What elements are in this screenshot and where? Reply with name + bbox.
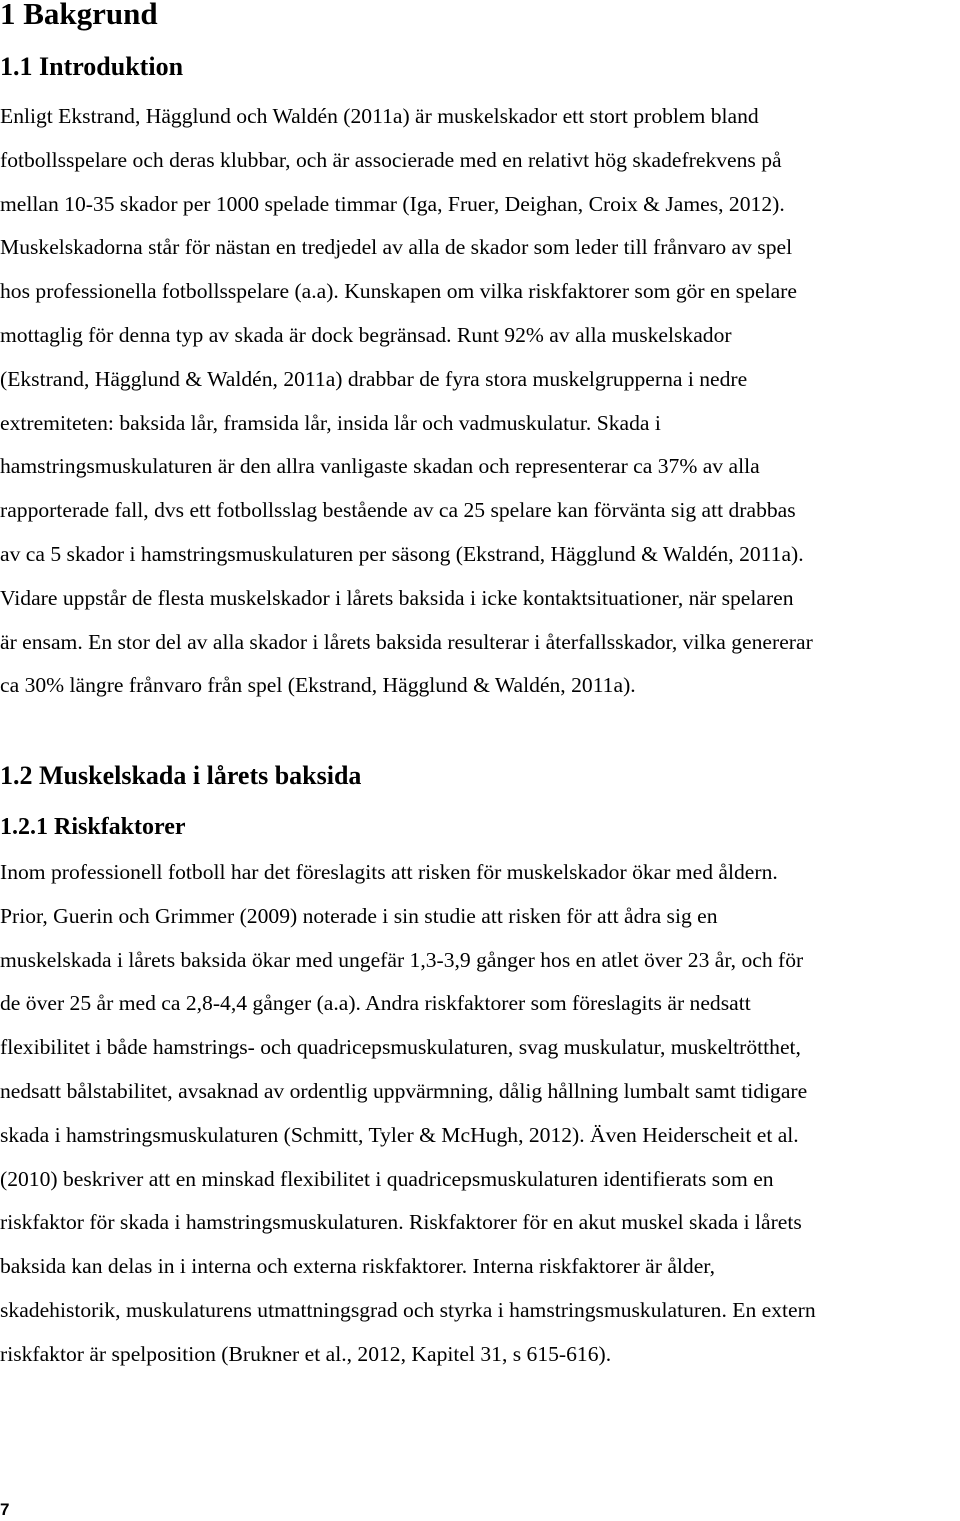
section-heading-muskelskada: 1.2 Muskelskada i lårets baksida xyxy=(0,761,362,790)
text-line: hos professionella fotbollsspelare (a.a). Kunskapen om vilka riskfaktorer som gör en spelare xyxy=(0,279,797,304)
text-line: av ca 5 skador i hamstringsmuskulaturen per säsong (Ekstrand, Hägglund & Waldén, 2011a). xyxy=(0,541,804,566)
section-heading-introduktion: 1.1 Introduktion xyxy=(0,52,184,81)
text-line: är ensam. En stor del av alla skador i lårets baksida resulterar i återfallsskador, vilka genererar xyxy=(0,629,813,654)
text-line: riskfaktor för skada i hamstringsmuskulaturen. Riskfaktorer för en akut muskel skada i lårets xyxy=(0,1210,802,1235)
text-line: flexibilitet i både hamstrings- och quadricepsmuskulaturen, svag muskulatur, muskeltrötthet, xyxy=(0,1035,801,1060)
introduction-paragraph xyxy=(0,95,960,708)
chapter-heading: 1 Bakgrund xyxy=(0,0,158,31)
text-line: ca 30% längre frånvaro från spel (Ekstrand, Hägglund & Waldén, 2011a). xyxy=(0,673,636,698)
text-line: Muskelskadorna står för nästan en tredjedel av alla de skador som leder till frånvaro av spel xyxy=(0,235,793,260)
text-line: baksida kan delas in i interna och externa riskfaktorer. Interna riskfaktorer är ålder, xyxy=(0,1254,716,1279)
text-line: (2010) beskriver att en minskad flexibilitet i quadricepsmuskulaturen identifierats som en xyxy=(0,1166,774,1191)
text-line: fotbollsspelare och deras klubbar, och är associerade med en relativt hög skadefrekvens på xyxy=(0,147,782,172)
subsection-heading-riskfaktorer: 1.2.1 Riskfaktorer xyxy=(0,814,186,840)
text-line: (Ekstrand, Hägglund & Waldén, 2011a) drabbar de fyra stora muskelgrupperna i nedre xyxy=(0,366,748,391)
text-line: mellan 10-35 skador per 1000 spelade timmar (Iga, Fruer, Deighan, Croix & James, 2012). xyxy=(0,191,785,216)
text-line: riskfaktor är spelposition (Brukner et al., 2012, Kapitel 31, s 615-616). xyxy=(0,1341,612,1366)
text-line: Vidare uppstår de flesta muskelskador i lårets baksida i icke kontaktsituationer, när spelaren xyxy=(0,585,794,610)
riskfaktorer-paragraph xyxy=(0,851,960,1377)
text-line: nedsatt bålstabilitet, avsaknad av ordentlig uppvärmning, dålig hållning lumbalt samt tidigare xyxy=(0,1078,808,1103)
text-line: skadehistorik, muskulaturens utmattningsgrad och styrka i hamstringsmuskulaturen. En extern xyxy=(0,1297,816,1322)
text-line: Prior, Guerin och Grimmer (2009) noterade i sin studie att risken för att ådra sig en xyxy=(0,903,718,928)
text-line: extremiteten: baksida lår, framsida lår, insida lår och vadmuskulatur. Skada i xyxy=(0,410,661,435)
text-line: de över 25 år med ca 2,8-4,4 gånger (a.a). Andra riskfaktorer som föreslagits är nedsatt xyxy=(0,991,751,1016)
text-line: rapporterade fall, dvs ett fotbollsslag bestående av ca 25 spelare kan förvänta sig att drabbas xyxy=(0,498,796,523)
text-line: mottaglig för denna typ av skada är dock begränsad. Runt 92% av alla muskelskador xyxy=(0,322,732,347)
text-line: skada i hamstringsmuskulaturen (Schmitt, Tyler & McHugh, 2012). Även Heiderscheit et al. xyxy=(0,1122,799,1147)
text-line: Inom professionell fotboll har det föreslagits att risken för muskelskador ökar med åldern. xyxy=(0,860,778,884)
text-line: hamstringsmuskulaturen är den allra vanligaste skadan och representerar ca 37% av alla xyxy=(0,454,760,479)
text-line: Enligt Ekstrand, Hägglund och Waldén (2011a) är muskelskador ett stort problem bland xyxy=(0,104,759,128)
page-number: 7 xyxy=(0,1500,10,1519)
text-line: muskelskada i lårets baksida ökar med ungefär 1,3-3,9 gånger hos en atlet över 23 år, och för xyxy=(0,947,804,972)
